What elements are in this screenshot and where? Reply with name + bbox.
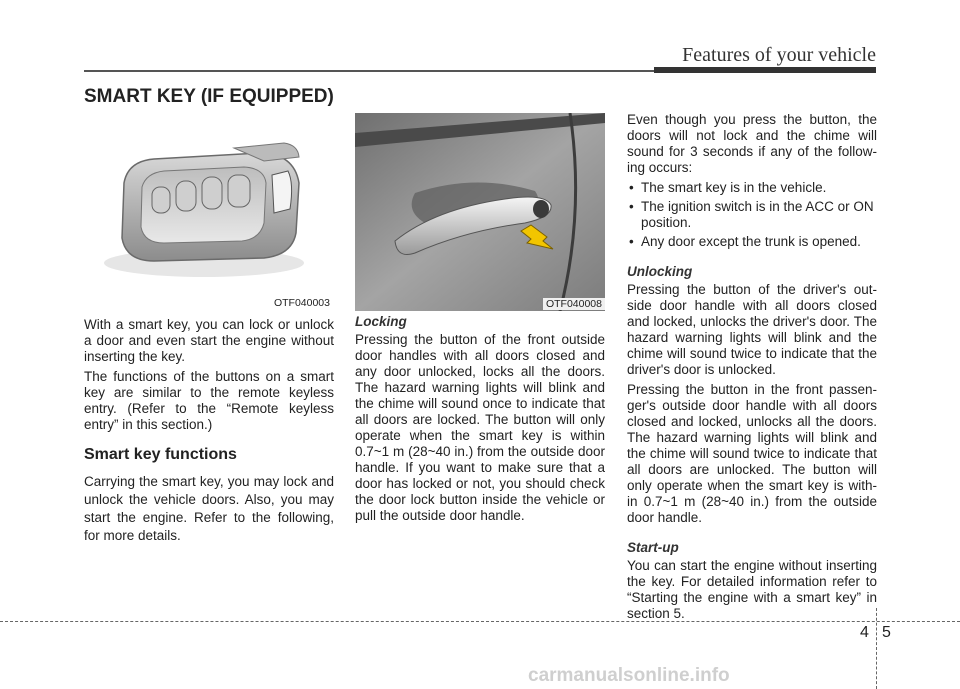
header-rule-accent — [654, 67, 876, 73]
page-header-title: Features of your vehicle — [682, 44, 876, 66]
condition-list — [627, 180, 877, 250]
heading-locking: Locking — [355, 314, 407, 329]
paragraph: You can start the engine without inserting the key. For detailed information refer to “Starting the engine with a smart key” in section 5. — [627, 558, 877, 621]
heading-start-up: Start-up — [627, 540, 679, 555]
smart-key-image — [84, 113, 334, 311]
paragraph: With a smart key, you can lock or unlock a door and even start the engine without inserting the key. — [84, 317, 334, 364]
list-item: • The ignition switch is in the ACC or ON position. — [627, 199, 877, 231]
column-left — [84, 317, 334, 549]
door-handle-image — [355, 113, 605, 311]
watermark: carmanualsonline.info — [528, 665, 730, 686]
header-rule — [84, 70, 654, 72]
footer-divider — [876, 608, 877, 689]
image-caption: OTF040003 — [273, 297, 330, 309]
heading-unlocking: Unlocking — [627, 264, 693, 279]
paragraph: The functions of the buttons on a smart key are similar to the remote keyless entry. (Refer to the “Remote keyless entry” in this section.) — [84, 369, 334, 432]
paragraph: Pressing the button of the front outside door handles with all doors closed and any door unlocked, locks all the doors. The hazard warning lights will blink and the chime will sound once to indicate that all doors are locked. The button will only operate when the smart key is within 0.7~1 m (28~40 in.) from the outside door handle. If you want to make sure that a door has locked or not, you should check the door lock button inside the vehicle or pull the outside door handle. — [355, 332, 605, 523]
paragraph: Pressing the button in the front passen-ger's outside door handle with all doors closed and locked, unlocks all the doors. The hazard warning lights will blink and the chime will sound twice to indicate that all doors are unlocked. The button will only operate when the smart key is with-in 0.7~1 m (28~40 in.) from the outside door handle. — [627, 382, 877, 525]
list-item: • Any door except the trunk is opened. — [627, 234, 877, 250]
paragraph: Pressing the button of the driver's out-side door handle with all doors closed and locked, unlocks the driver's door. The hazard warning lights will blink and the chime will sound twice to indicate that the driver's door is unlocked. — [627, 282, 877, 377]
subheading-smart-key-functions: Smart key functions — [84, 446, 237, 463]
list-item: • The smart key is in the vehicle. — [627, 180, 877, 196]
section-title: SMART KEY (IF EQUIPPED) — [84, 86, 334, 107]
paragraph: Carrying the smart key, you may lock and unlock the vehicle doors. Also, you may start the engine. Refer to the following, for more details. — [84, 474, 334, 543]
column-right — [627, 112, 877, 626]
paragraph: Even though you press the button, the doors will not lock and the chime will sound for 3 seconds if any of the follow-ing occurs: — [627, 112, 877, 175]
column-middle — [355, 314, 605, 528]
smart-key-illustration — [84, 113, 334, 311]
footer-rule — [0, 621, 960, 622]
page-number-section: 4 — [860, 624, 869, 641]
page-number: 5 — [882, 624, 891, 641]
image-caption: OTF040008 — [543, 298, 605, 310]
door-handle-illustration — [355, 113, 605, 311]
